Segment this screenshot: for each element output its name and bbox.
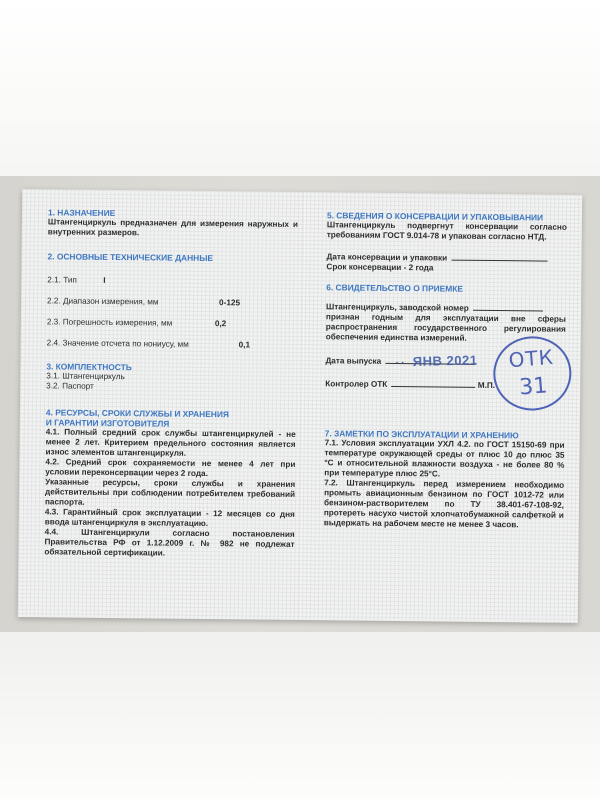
controller-label: Контролер ОТК [325, 379, 388, 389]
acceptance-text: признан годным для эксплуатации вне сферы распространения государственного регулирования обеспечения единства измерений. [325, 312, 566, 343]
section-5-title: 5. СВЕДЕНИЯ О КОНСЕРВАЦИИ И УПАКОВЫВАНИИ [326, 210, 544, 223]
release-date-stamp [395, 352, 477, 369]
section-7-title: 7. ЗАМЕТКИ ПО ЭКСПЛУАТАЦИИ И ХРАНЕНИЮ [324, 428, 519, 441]
section-4-title: 4. РЕСУРСЫ, СРОКИ СЛУЖБЫ И ХРАНЕНИЯ [45, 407, 229, 420]
section-1-title: 1. НАЗНАЧЕНИЕ [47, 207, 116, 219]
background-wall-bottom [0, 632, 600, 800]
tech-row-value: 0,1 [238, 340, 251, 350]
section-4-paragraph: Указанные ресурсы, сроки службы и хранения действительны при соблюдении потребителем требований паспорта. [44, 477, 296, 507]
conservation-date-blank [451, 260, 547, 262]
section-7-paragraph: 7.2. Штангенциркуль перед измерением необходимо промыть авиационным бензином по ГОСТ 1012-72 или бензином-растворителем по ТУ 38.401-67-108-92, протереть насухо чистой хлопчатобумажной салфеткой и выдержать на рабочем месте не менее 3 часов. [323, 478, 565, 530]
serial-blank [473, 310, 543, 312]
section-3-title: 3. КОМПЛЕКТНОСТЬ [46, 361, 132, 373]
tech-data-table [47, 267, 298, 354]
release-date-label: Дата выпуска [325, 356, 382, 366]
section-4-paragraph: 4.3. Гарантийный срок эксплуатации - 12 месяцев со дня ввода штангенциркуля в эксплуатацию. [44, 507, 295, 529]
section-7-paragraph: 7.1. Условия эксплуатации УХЛ 4.2. по ГОСТ 15150-69 при температуре окружающей среды от плюс 10 до плюс 35 °С и относительной влажности воздуха - не более 80 % при температуре плюс 25°С. [324, 438, 565, 479]
controller-blank [392, 386, 476, 388]
tech-row-label: 2.3. Погрешность измерения, мм [46, 317, 173, 328]
tech-row-label: 2.2. Диапазон измерения, мм [47, 296, 159, 307]
tech-row-value: I [103, 275, 106, 285]
section-4-paragraph: 4.2. Средний срок сохраняемости не менее 4 лет при условии переконсервации через 2 года. [45, 457, 296, 479]
section-1-text: Штангенциркуль предназначен для измерения наружных и внутренних размеров. [47, 217, 298, 238]
section-4-title-line2: И ГАРАНТИИ ИЗГОТОВИТЕЛЯ [45, 417, 170, 429]
kit-item: 3.2. Паспорт [46, 381, 94, 391]
section-6-title: 6. СВИДЕТЕЛЬСТВО О ПРИЕМКЕ [326, 282, 464, 294]
conservation-date-label: Дата консервации и упаковки [326, 252, 448, 263]
section-5-text: Штангенциркуль подвергнут консервации согласно требованиям ГОСТ 9.014-78 и упакован согласно НТД. [326, 220, 567, 242]
tech-row-value: 0-125 [219, 298, 241, 308]
section-2-title: 2. ОСНОВНЫЕ ТЕХНИЧЕСКИЕ ДАННЫЕ [47, 251, 214, 264]
conservation-term: Срок консервации - 2 года [326, 262, 434, 273]
passport-sheet [18, 189, 582, 623]
left-column [44, 207, 298, 560]
fold-line [299, 192, 305, 620]
section-4-paragraph: 4.1. Полный средний срок службы штангенциркулей - не менее 2 лет. Критерием предельного состояния является износ элементов штангенциркуля. [45, 427, 296, 458]
otk-stamp-number: 31 [518, 373, 549, 401]
release-date-stamp-text: ЯНВ 2021 [412, 352, 478, 370]
seal-label: М.П. [477, 380, 496, 391]
background-wall-top [0, 0, 600, 176]
tech-row-value: 0,2 [214, 319, 227, 329]
tech-row-label: 2.1. Тип [47, 275, 77, 285]
otk-stamp-label: ОТК [507, 344, 555, 373]
right-column [324, 210, 567, 530]
serial-label: Штангенциркуль, заводской номер [325, 302, 469, 313]
kit-item: 3.1. Штангенциркуль [46, 371, 125, 382]
section-4-paragraph: 4.4. Штангенциркули согласно постановления Правительства РФ от 1.12.2009 г. № 982 не подлежат обязательной сертификации. [44, 527, 295, 558]
tech-row-label: 2.4. Значение отсчета по нониусу, мм [46, 338, 189, 349]
stamp-dots: ·· [395, 357, 407, 370]
